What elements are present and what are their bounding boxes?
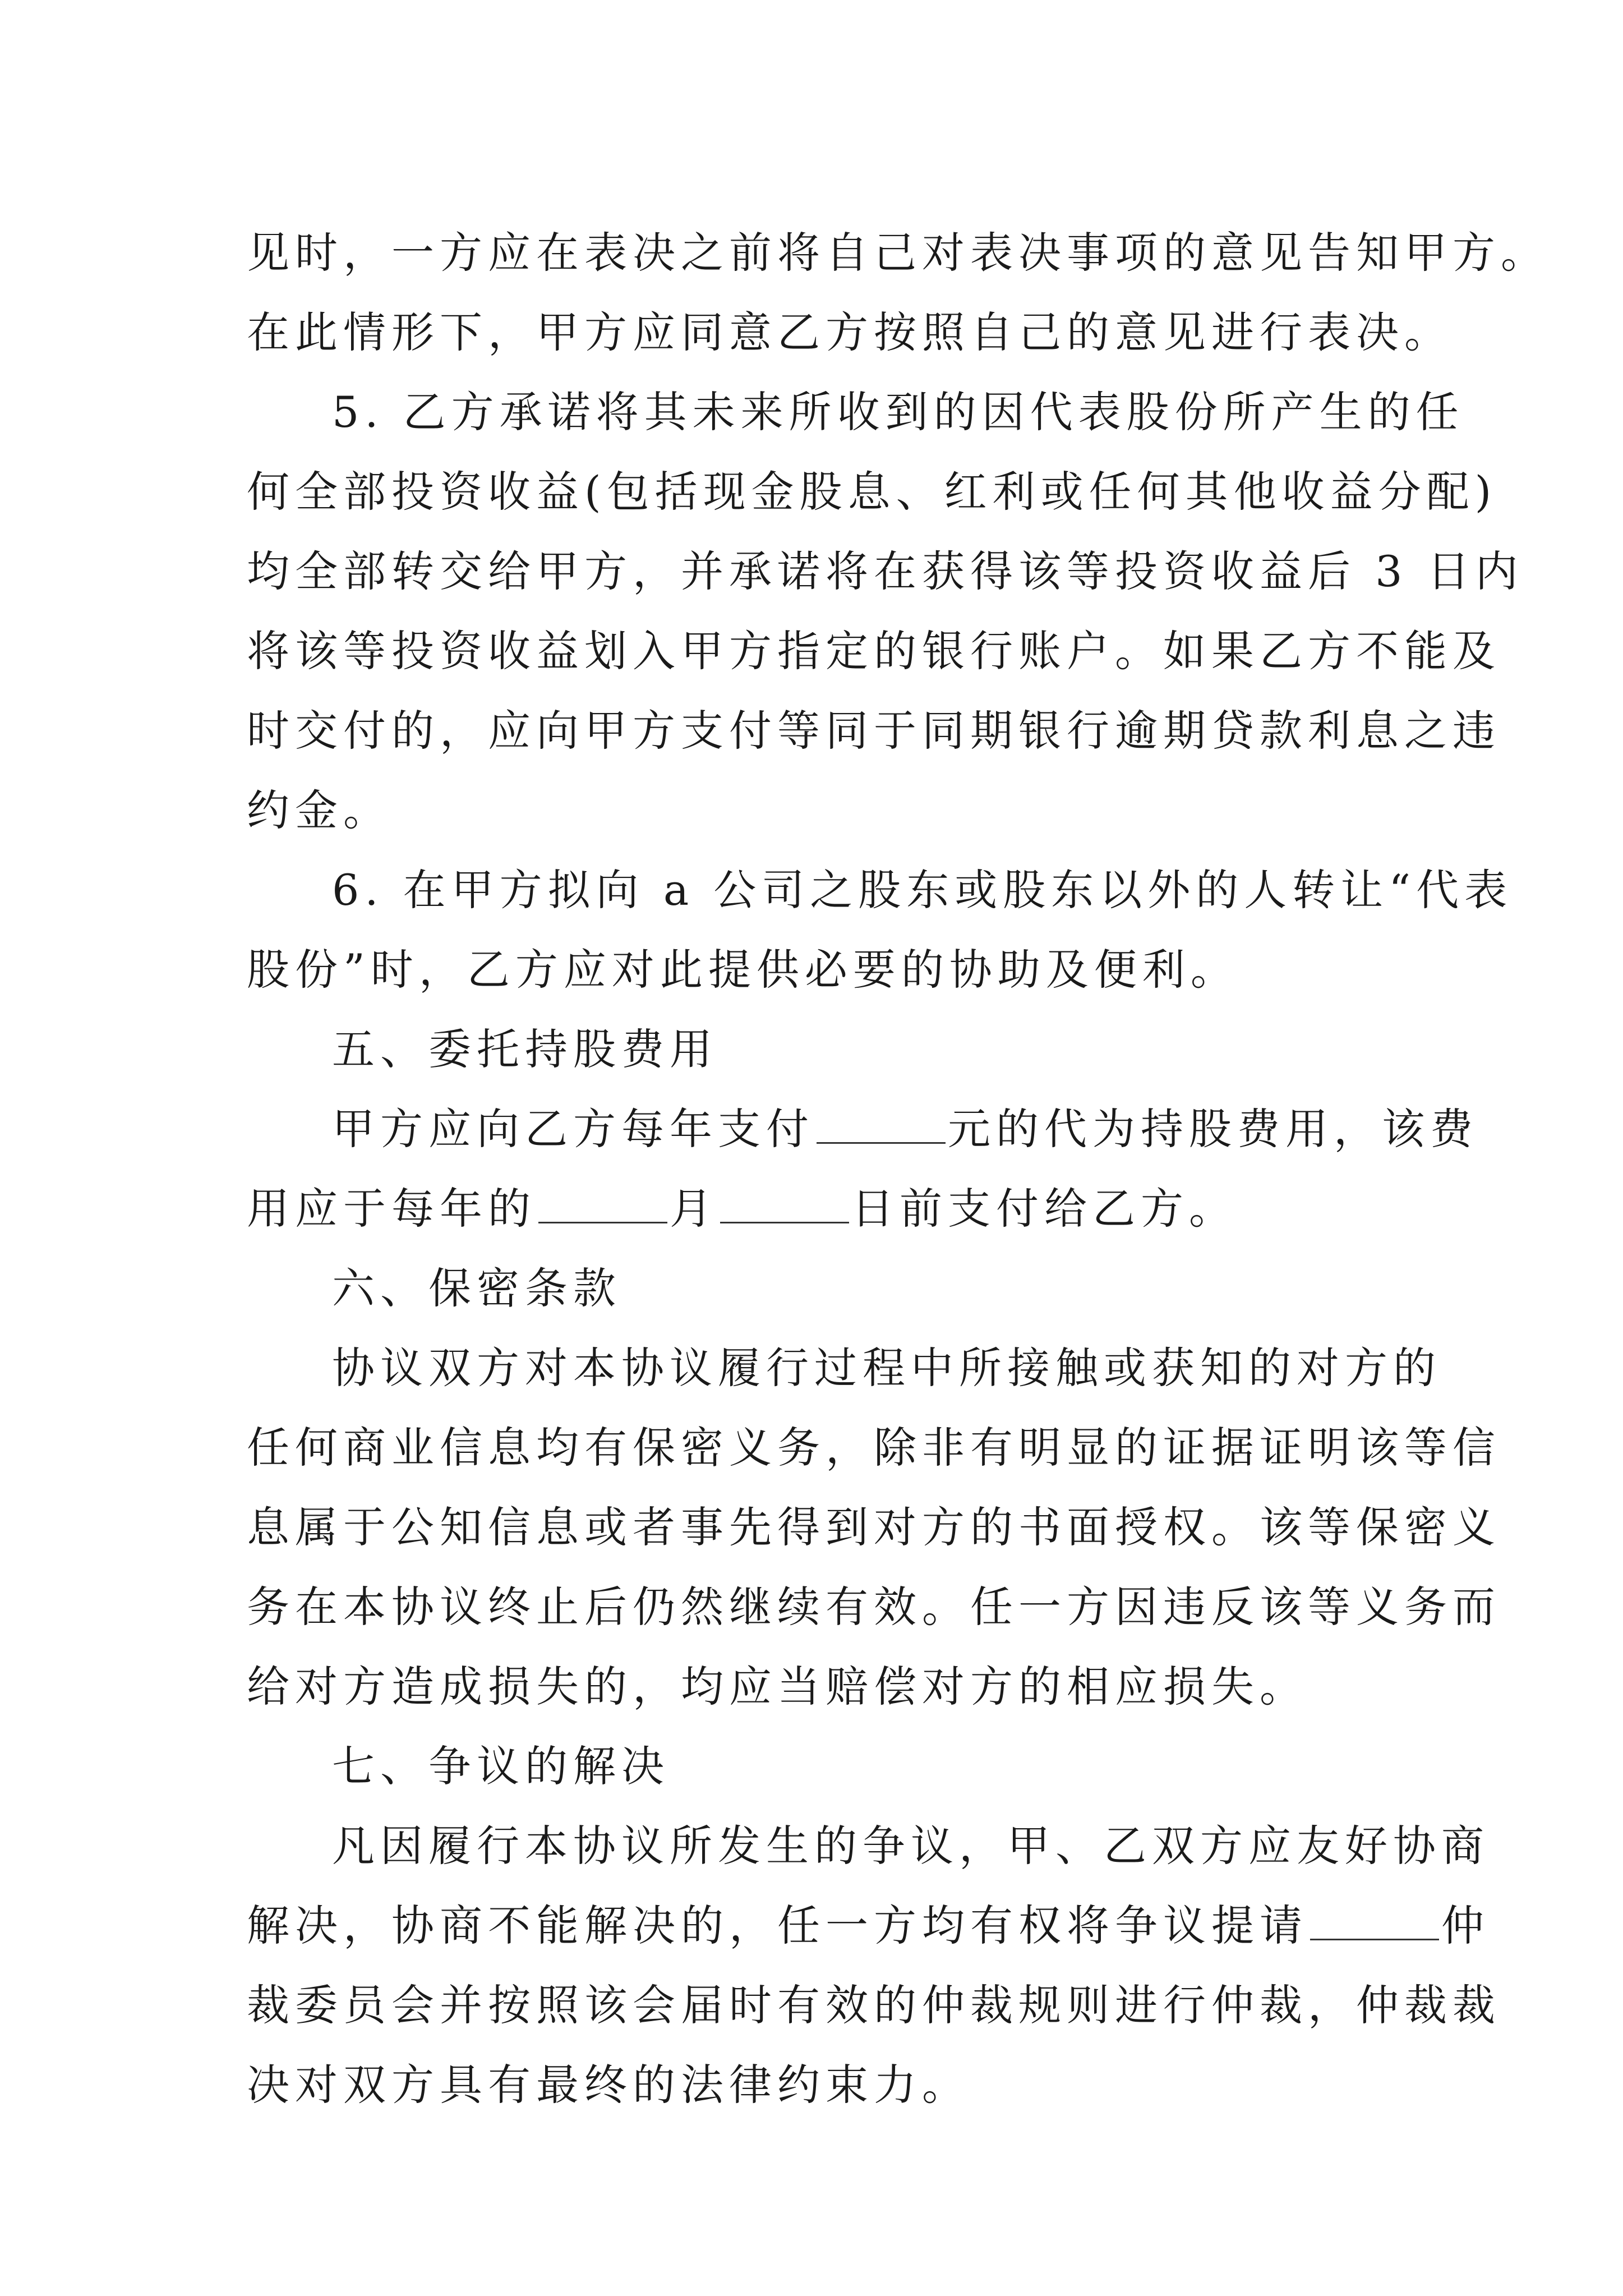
text-line: 息属于公知信息或者事先得到对方的书面授权。该等保密义 [247,1502,1501,1552]
fee-line-2-after: 日前支付给乙方。 [851,1184,1237,1234]
text-line: 何全部投资收益(包括现金股息、红利或任何其他收益分配) [247,467,1497,517]
text-line: 裁委员会并按照该会届时有效的仲裁规则进行仲裁，仲裁裁 [247,1980,1501,2030]
fee-line-2 [247,1169,1413,1249]
text-line: 在此情形下，甲方应同意乙方按照自己的意见进行表决。 [247,307,1453,357]
text-line: 协议双方对本协议履行过程中所接触或获知的对方的 [332,1343,1441,1393]
section-heading-confidentiality: 六、保密条款 [332,1263,621,1313]
text-line: 务在本协议终止后仍然继续有效。任一方因违反该等义务而 [247,1582,1501,1632]
section-heading-dispute: 七、争议的解决 [332,1741,670,1791]
text-line: 见时，一方应在表决之前将自己对表决事项的意见告知甲方。 [247,228,1549,278]
clause-6-line: 6. 在甲方拟向 a 公司之股东或股东以外的人转让“代表 [332,865,1513,915]
arbitration-line [247,1886,1490,1966]
text-line: 凡因履行本协议所发生的争议，甲、乙双方应友好协商 [332,1821,1490,1871]
section-heading-fee: 五、委托持股费用 [332,1024,718,1074]
fee-line-1-before: 甲方应向乙方每年支付 [332,1104,814,1154]
text-line: 时交付的，应向甲方支付等同于同期银行逾期贷款利息之违 [247,706,1501,756]
text-line: 给对方造成损失的，均应当赔偿对方的相应损失。 [247,1662,1308,1711]
arbitration-line-before: 解决，协商不能解决的，任一方均有权将争议提请 [247,1901,1308,1950]
text-line: 决对双方具有最终的法律约束力。 [247,2060,970,2110]
text-line: 任何商业信息均有保密义务，除非有明显的证据证明该等信 [247,1423,1501,1473]
fee-line-1-after: 元的代为持股费用，该费 [948,1104,1478,1154]
arbitration-body-blank [1310,1899,1439,1940]
fee-line-2-before: 用应于每年的 [247,1184,536,1234]
fee-line-2-middle: 月 [670,1184,718,1234]
text-line: 将该等投资收益划入甲方指定的银行账户。如果乙方不能及 [247,626,1501,676]
fee-day-blank [720,1182,849,1223]
clause-5-line: 5. 乙方承诺将其未来所收到的因代表股份所产生的任 [332,387,1464,437]
fee-line-1 [247,1089,1478,1169]
text-line: 约金。 [247,785,391,835]
arbitration-line-after: 仲 [1441,1901,1490,1950]
fee-amount-blank [817,1103,946,1144]
text-line: 股份”时，乙方应对此提供必要的协助及便利。 [247,945,1239,995]
document-body [247,213,1549,2125]
text-line: 均全部转交给甲方，并承诺将在获得该等投资收益后 3 日内 [247,546,1524,596]
fee-month-blank [538,1182,667,1223]
